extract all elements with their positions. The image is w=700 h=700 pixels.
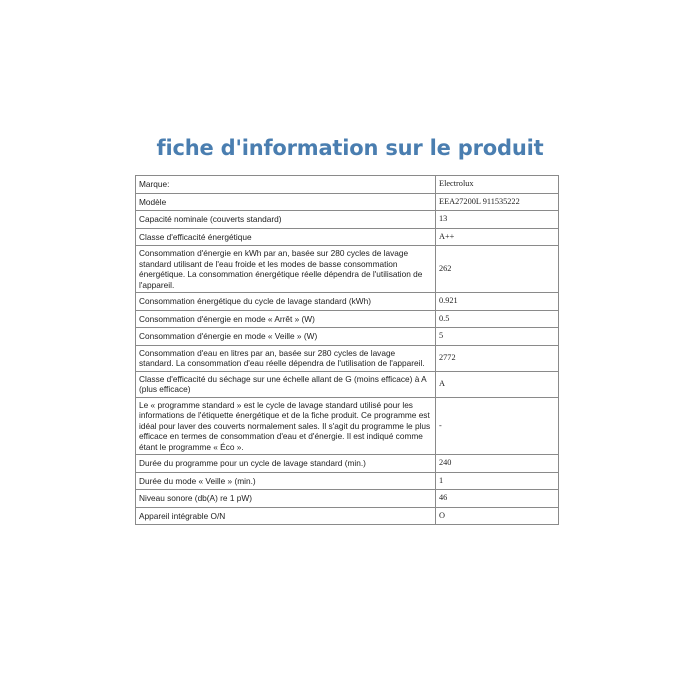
row-value-annual-water: 2772 [436, 345, 559, 371]
table-row [136, 310, 559, 328]
table-row [136, 193, 559, 211]
row-label-noise-level: Niveau sonore (db(A) re 1 pW) [136, 490, 436, 508]
row-label-program-duration: Durée du programme pour un cycle de lavage standard (min.) [136, 455, 436, 473]
table-row [136, 246, 559, 293]
table-row [136, 176, 559, 194]
row-label-built-in: Appareil intégrable O/N [136, 507, 436, 525]
row-value-energy-class: A++ [436, 228, 559, 246]
table-row [136, 293, 559, 311]
table-row [136, 345, 559, 371]
row-value-standby-duration: 1 [436, 472, 559, 490]
row-label-capacity: Capacité nominale (couverts standard) [136, 211, 436, 229]
row-label-standby-mode: Consommation d'énergie en mode « Veille » (W) [136, 328, 436, 346]
row-label-brand: Marque: [136, 176, 436, 194]
table-row [136, 397, 559, 455]
page-title: fiche d'information sur le produit [156, 136, 544, 160]
row-value-noise-level: 46 [436, 490, 559, 508]
row-label-cycle-energy: Consommation énergétique du cycle de lavage standard (kWh) [136, 293, 436, 311]
row-value-annual-energy: 262 [436, 246, 559, 293]
table-row [136, 371, 559, 397]
row-label-energy-class: Classe d'efficacité énergétique [136, 228, 436, 246]
table-row [136, 328, 559, 346]
row-label-off-mode: Consommation d'énergie en mode « Arrêt » (W) [136, 310, 436, 328]
row-value-cycle-energy: 0.921 [436, 293, 559, 311]
row-value-built-in: O [436, 507, 559, 525]
row-value-program-duration: 240 [436, 455, 559, 473]
row-label-standard-program: Le « programme standard » est le cycle de lavage standard utilisé pour les informations de l'étiquette énergétique et de la fiche produit. Ce programme est idéal pour laver des couverts normalement sales. Il s'agit du programme le plus efficace en termes de consommation d'eau et d'énergie. Il est indiqué comme étant le programme « Éco ». [136, 397, 436, 455]
row-value-off-mode: 0.5 [436, 310, 559, 328]
table-row [136, 228, 559, 246]
row-value-drying-class: A [436, 371, 559, 397]
row-value-standby-mode: 5 [436, 328, 559, 346]
row-value-model: EEA27200L 911535222 [436, 193, 559, 211]
row-label-drying-class: Classe d'efficacité du séchage sur une échelle allant de G (moins efficace) à A (plus efficace) [136, 371, 436, 397]
row-label-annual-energy: Consommation d'énergie en kWh par an, basée sur 280 cycles de lavage standard utilisant de l'eau froide et les modes de basse consommation énergétique. La consommation énergétique réelle dépendra de l'utilisation de l'appareil. [136, 246, 436, 293]
table-row [136, 455, 559, 473]
row-value-standard-program: - [436, 397, 559, 455]
row-value-capacity: 13 [436, 211, 559, 229]
row-value-brand: Electrolux [436, 176, 559, 194]
row-label-standby-duration: Durée du mode « Veille » (min.) [136, 472, 436, 490]
table-row [136, 211, 559, 229]
table-row [136, 472, 559, 490]
table-row [136, 507, 559, 525]
product-info-table [135, 175, 559, 525]
row-label-model: Modèle [136, 193, 436, 211]
table-row [136, 490, 559, 508]
row-label-annual-water: Consommation d'eau en litres par an, basée sur 280 cycles de lavage standard. La consommation d'eau réelle dépendra de l'utilisation de l'appareil. [136, 345, 436, 371]
